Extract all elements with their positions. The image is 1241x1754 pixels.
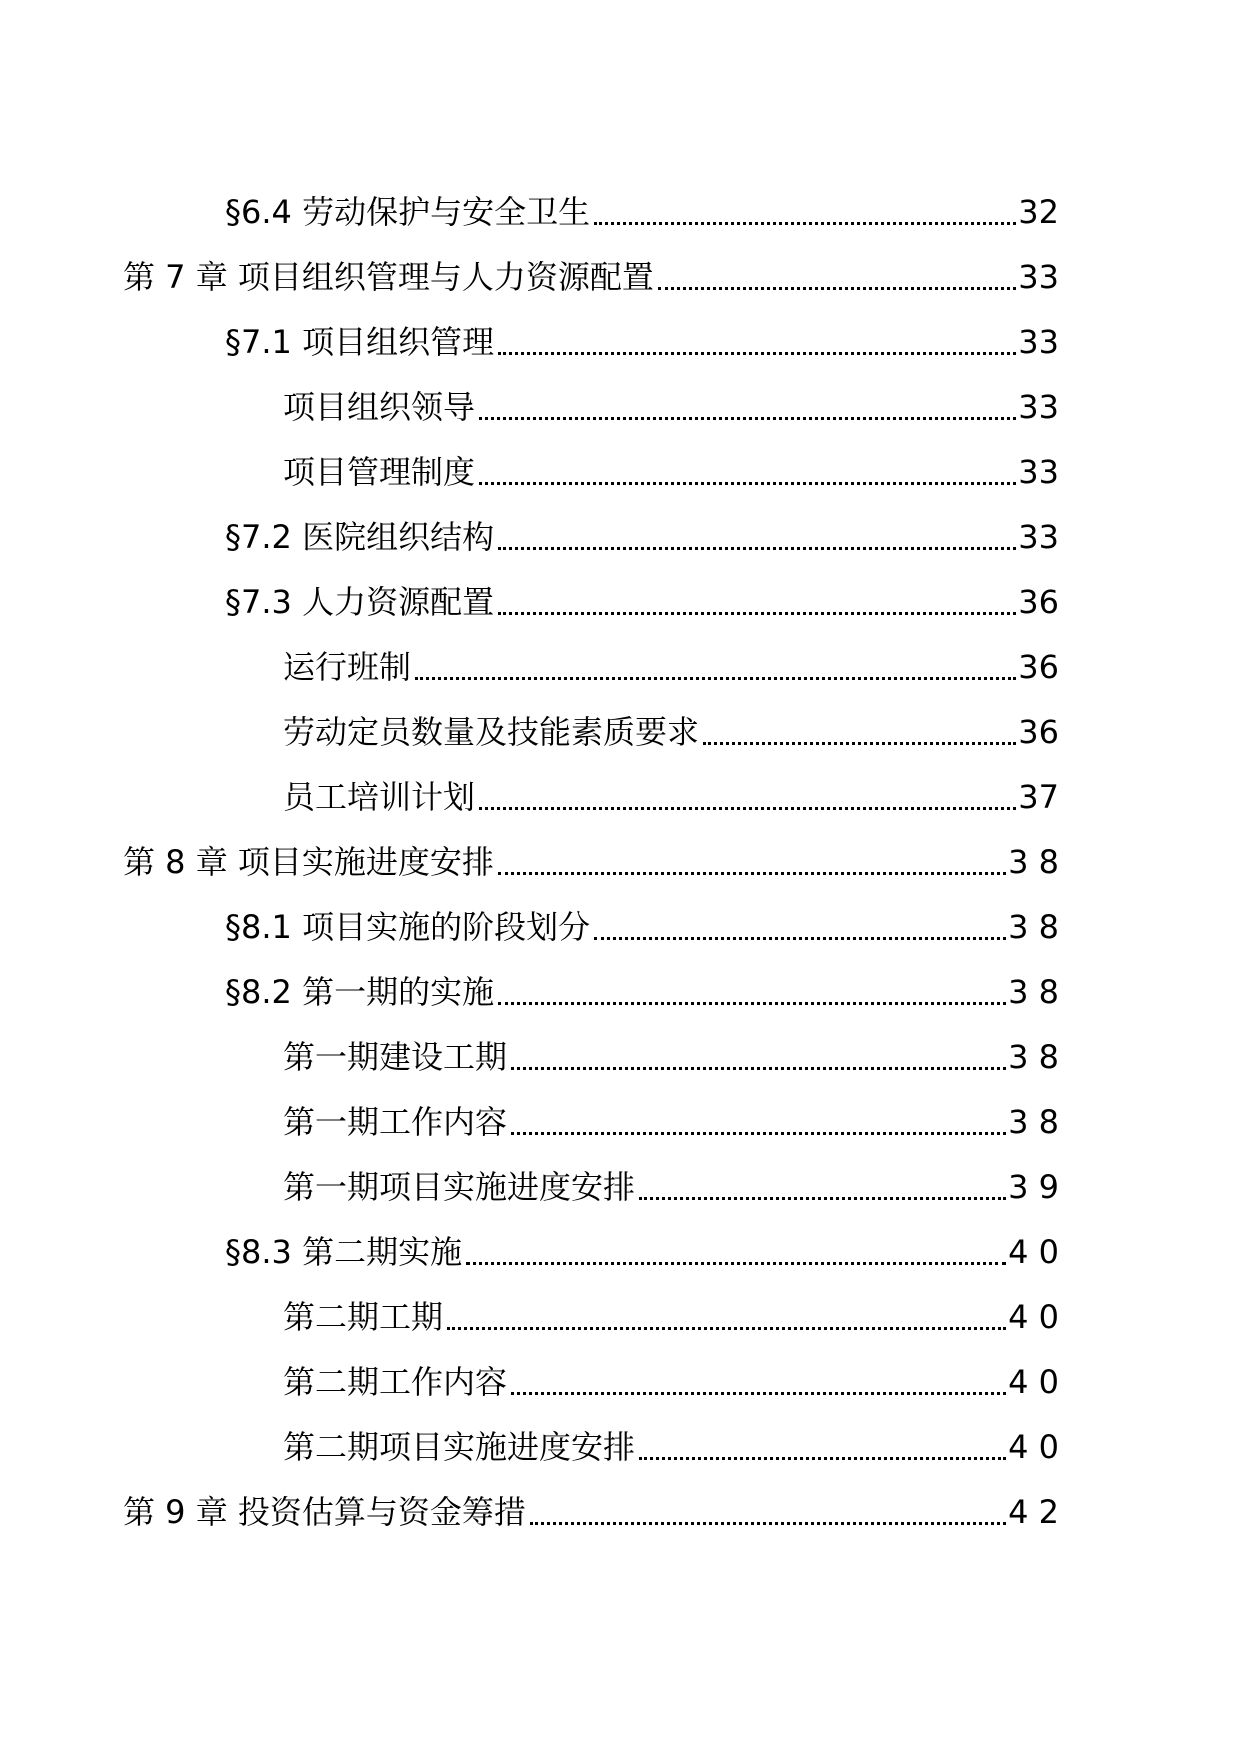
toc-entry-page-number: 3 8 bbox=[1008, 1103, 1059, 1141]
dot-leader bbox=[639, 1197, 1006, 1200]
toc-entry-label: §7.2 医院组织结构 bbox=[225, 518, 495, 556]
dot-leader bbox=[594, 222, 1016, 225]
toc-entry-page-number: 32 bbox=[1018, 193, 1059, 231]
toc-entry-label: §8.2 第一期的实施 bbox=[225, 973, 495, 1011]
dot-leader bbox=[498, 1002, 1006, 1005]
dot-leader bbox=[498, 352, 1016, 355]
dot-leader bbox=[447, 1327, 1006, 1330]
toc-entry-8-2[interactable] bbox=[225, 970, 1059, 1014]
dot-leader bbox=[511, 1067, 1006, 1070]
toc-entry-page-number: 33 bbox=[1018, 453, 1059, 491]
dot-leader bbox=[703, 742, 1016, 745]
toc-entry-8-1[interactable] bbox=[225, 905, 1059, 949]
toc-entry-project-leadership[interactable] bbox=[283, 385, 1059, 429]
dot-leader bbox=[498, 612, 1016, 615]
toc-entry-page-number: 37 bbox=[1018, 778, 1059, 816]
toc-entry-7-1[interactable] bbox=[225, 320, 1059, 364]
toc-entry-page-number: 33 bbox=[1018, 258, 1059, 296]
toc-entry-label: 项目管理制度 bbox=[283, 453, 476, 491]
dot-leader bbox=[498, 872, 1006, 875]
toc-entry-page-number: 3 8 bbox=[1008, 973, 1059, 1011]
toc-entry-phase2-schedule[interactable] bbox=[283, 1295, 1059, 1339]
dot-leader bbox=[511, 1392, 1006, 1395]
toc-entry-6-4[interactable] bbox=[225, 190, 1059, 234]
toc-entry-label: 第一期建设工期 bbox=[283, 1038, 508, 1076]
toc-entry-label: 员工培训计划 bbox=[283, 778, 476, 816]
toc-entry-page-number: 33 bbox=[1018, 388, 1059, 426]
toc-entry-page-number: 36 bbox=[1018, 648, 1059, 686]
toc-entry-label: 项目组织领导 bbox=[283, 388, 476, 426]
toc-entry-page-number: 36 bbox=[1018, 713, 1059, 751]
toc-entry-label: §7.3 人力资源配置 bbox=[225, 583, 495, 621]
toc-entry-staffing-requirements[interactable] bbox=[283, 710, 1059, 754]
toc-entry-label: §8.1 项目实施的阶段划分 bbox=[225, 908, 591, 946]
dot-leader bbox=[639, 1457, 1006, 1460]
toc-entry-management-system[interactable] bbox=[283, 450, 1059, 494]
toc-entry-label: 第一期工作内容 bbox=[283, 1103, 508, 1141]
toc-entry-page-number: 36 bbox=[1018, 583, 1059, 621]
toc-entry-page-number: 4 2 bbox=[1008, 1493, 1059, 1531]
toc-entry-page-number: 4 0 bbox=[1008, 1233, 1059, 1271]
toc-entry-label: §8.3 第二期实施 bbox=[225, 1233, 463, 1271]
toc-entry-page-number: 4 0 bbox=[1008, 1363, 1059, 1401]
toc-entry-chapter-9[interactable] bbox=[123, 1490, 1059, 1534]
dot-leader bbox=[466, 1262, 1006, 1265]
dot-leader bbox=[479, 807, 1016, 810]
toc-entry-label: 运行班制 bbox=[283, 648, 412, 686]
toc-entry-phase1-schedule[interactable] bbox=[283, 1035, 1059, 1079]
toc-entry-label: 第二期工作内容 bbox=[283, 1363, 508, 1401]
toc-entry-chapter-7[interactable] bbox=[123, 255, 1059, 299]
dot-leader bbox=[479, 417, 1016, 420]
dot-leader bbox=[658, 287, 1016, 290]
toc-entry-label: 劳动定员数量及技能素质要求 bbox=[283, 713, 700, 751]
toc-entry-phase2-work[interactable] bbox=[283, 1360, 1059, 1404]
toc-entry-7-3[interactable] bbox=[225, 580, 1059, 624]
toc-entry-page-number: 3 8 bbox=[1008, 1038, 1059, 1076]
toc-entry-staff-training[interactable] bbox=[283, 775, 1059, 819]
dot-leader bbox=[415, 677, 1016, 680]
toc-entry-label: 第 7 章 项目组织管理与人力资源配置 bbox=[123, 258, 654, 296]
dot-leader bbox=[530, 1522, 1006, 1525]
toc-entry-phase1-progress[interactable] bbox=[283, 1165, 1059, 1209]
toc-entry-8-3[interactable] bbox=[225, 1230, 1059, 1274]
dot-leader bbox=[511, 1132, 1006, 1135]
toc-entry-label: §7.1 项目组织管理 bbox=[225, 323, 495, 361]
toc-entry-page-number: 33 bbox=[1018, 518, 1059, 556]
dot-leader bbox=[498, 547, 1016, 550]
toc-entry-label: 第二期工期 bbox=[283, 1298, 444, 1336]
toc-entry-page-number: 3 8 bbox=[1008, 908, 1059, 946]
toc-entry-page-number: 3 8 bbox=[1008, 843, 1059, 881]
toc-entry-phase1-work[interactable] bbox=[283, 1100, 1059, 1144]
toc-entry-chapter-8[interactable] bbox=[123, 840, 1059, 884]
toc-entry-page-number: 4 0 bbox=[1008, 1298, 1059, 1336]
dot-leader bbox=[594, 937, 1006, 940]
toc-entry-page-number: 33 bbox=[1018, 323, 1059, 361]
toc-entry-label: §6.4 劳动保护与安全卫生 bbox=[225, 193, 591, 231]
toc-entry-label: 第二期项目实施进度安排 bbox=[283, 1428, 636, 1466]
toc-entry-page-number: 4 0 bbox=[1008, 1428, 1059, 1466]
toc-entry-page-number: 3 9 bbox=[1008, 1168, 1059, 1206]
toc-entry-shift-system[interactable] bbox=[283, 645, 1059, 689]
dot-leader bbox=[479, 482, 1016, 485]
toc-entry-label: 第 9 章 投资估算与资金筹措 bbox=[123, 1493, 526, 1531]
toc-entry-phase2-progress[interactable] bbox=[283, 1425, 1059, 1469]
toc-entry-7-2[interactable] bbox=[225, 515, 1059, 559]
toc-entry-label: 第一期项目实施进度安排 bbox=[283, 1168, 636, 1206]
toc-entry-label: 第 8 章 项目实施进度安排 bbox=[123, 843, 494, 881]
